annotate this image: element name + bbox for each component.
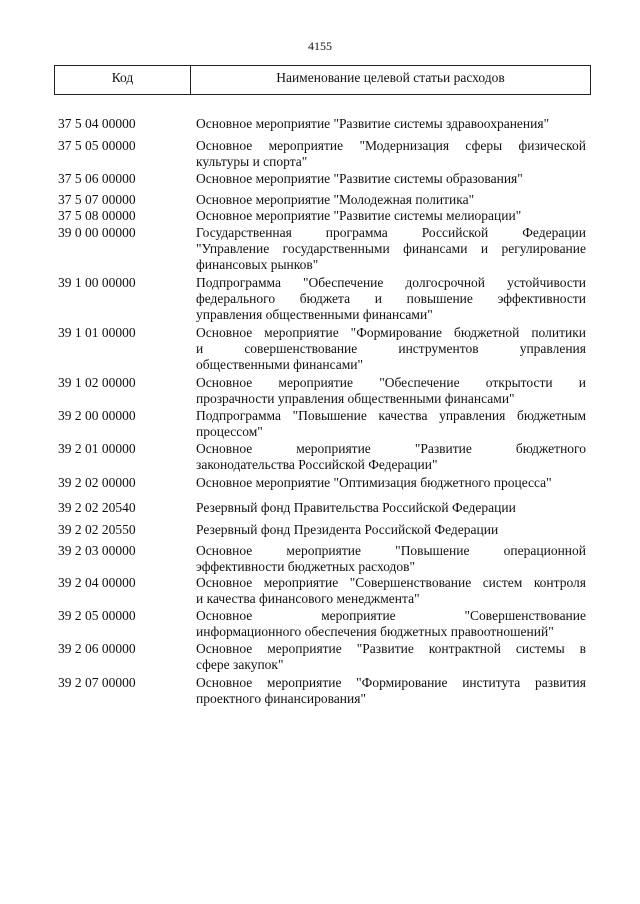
row-name (196, 225, 586, 273)
row-code: 39 1 01 00000 (58, 325, 136, 340)
row-name (196, 208, 586, 224)
table-header (54, 65, 591, 95)
row-name (196, 575, 586, 607)
row-code: 39 2 01 00000 (58, 441, 136, 456)
row-name-line: эффективности бюджетных расходов" (196, 559, 416, 574)
row-name-line: и качества финансового менеджмента" (196, 591, 420, 606)
row-code: 37 5 07 00000 (58, 192, 136, 207)
row-name-line: "Управление государственными финансами и регулирование (196, 241, 586, 256)
row-name (196, 608, 586, 640)
row-code: 39 2 06 00000 (58, 641, 136, 656)
row-name-line: Государственная программа Российской Федерации (196, 225, 586, 240)
column-header-name: Наименование целевой статьи расходов (276, 70, 505, 85)
row-code: 39 2 02 20540 (58, 500, 136, 515)
row-name (196, 475, 586, 491)
row-name (196, 522, 586, 538)
row-name (196, 500, 586, 516)
row-name-line: сфере закупок" (196, 657, 284, 672)
row-name-line: Основное мероприятие "Молодежная политика" (196, 192, 475, 207)
row-name-line: прозрачности управления общественными финансами" (196, 391, 515, 406)
row-code: 39 2 03 00000 (58, 543, 136, 558)
row-name (196, 171, 586, 187)
row-name (196, 116, 586, 132)
row-name-line: федерального бюджета и повышение эффективности (196, 291, 586, 306)
row-name-line: финансовых рынков" (196, 257, 319, 272)
row-name-line: информационного обеспечения бюджетных правоотношений" (196, 624, 554, 639)
row-code: 37 5 04 00000 (58, 116, 136, 131)
row-code: 39 1 02 00000 (58, 375, 136, 390)
row-name-line: Основное мероприятие "Развитие системы здравоохранения" (196, 116, 550, 131)
row-name-line: Основное мероприятие "Модернизация сферы физической (196, 138, 586, 153)
row-name (196, 192, 586, 208)
row-name (196, 375, 586, 407)
row-code: 39 2 02 20550 (58, 522, 136, 537)
row-name-line: Основное мероприятие "Развитие контрактной системы в (196, 641, 586, 656)
row-code: 37 5 06 00000 (58, 171, 136, 186)
row-name-line: управления общественными финансами" (196, 307, 433, 322)
row-name-line: Основное мероприятие "Формирование бюджетной политики (196, 325, 586, 340)
row-name (196, 408, 586, 440)
row-name (196, 138, 586, 170)
row-name-line: Подпрограмма "Повышение качества управления бюджетным (196, 408, 586, 423)
row-code: 39 2 05 00000 (58, 608, 136, 623)
row-name (196, 675, 586, 707)
row-code: 39 0 00 00000 (58, 225, 136, 240)
row-name-line: Резервный фонд Правительства Российской Федерации (196, 500, 516, 515)
row-name (196, 325, 586, 373)
row-name-line: Основное мероприятие "Развитие системы мелиорации" (196, 208, 522, 223)
row-name-line: и совершенствование инструментов управления (196, 341, 586, 356)
row-name-line: законодательства Российской Федерации" (196, 457, 438, 472)
row-name-line: Основное мероприятие "Развитие системы образования" (196, 171, 523, 186)
row-name-line: Основное мероприятие "Совершенствование (196, 608, 586, 623)
row-name-line: Основное мероприятие "Развитие бюджетного (196, 441, 586, 456)
row-name-line: Основное мероприятие "Обеспечение открытости и (196, 375, 586, 390)
row-name-line: Основное мероприятие "Формирование института развития (196, 675, 586, 690)
row-name-line: Резервный фонд Президента Российской Федерации (196, 522, 499, 537)
row-name (196, 441, 586, 473)
row-name-line: Основное мероприятие "Оптимизация бюджетного процесса" (196, 475, 552, 490)
column-header-code: Код (55, 66, 191, 94)
row-name (196, 275, 586, 323)
row-name-line: общественными финансами" (196, 357, 364, 372)
row-code: 39 1 00 00000 (58, 275, 136, 290)
row-name (196, 543, 586, 575)
row-name-line: Подпрограмма "Обеспечение долгосрочной устойчивости (196, 275, 586, 290)
row-code: 39 2 07 00000 (58, 675, 136, 690)
row-name-line: культуры и спорта" (196, 154, 308, 169)
row-name-line: Основное мероприятие "Совершенствование систем контроля (196, 575, 586, 590)
row-name (196, 641, 586, 673)
row-name-line: процессом" (196, 424, 263, 439)
page-number: 4155 (308, 39, 332, 53)
row-name-line: Основное мероприятие "Повышение операционной (196, 543, 586, 558)
row-code: 37 5 08 00000 (58, 208, 136, 223)
row-code: 39 2 00 00000 (58, 408, 136, 423)
row-name-line: проектного финансирования" (196, 691, 366, 706)
row-code: 37 5 05 00000 (58, 138, 136, 153)
row-code: 39 2 02 00000 (58, 475, 136, 490)
row-code: 39 2 04 00000 (58, 575, 136, 590)
